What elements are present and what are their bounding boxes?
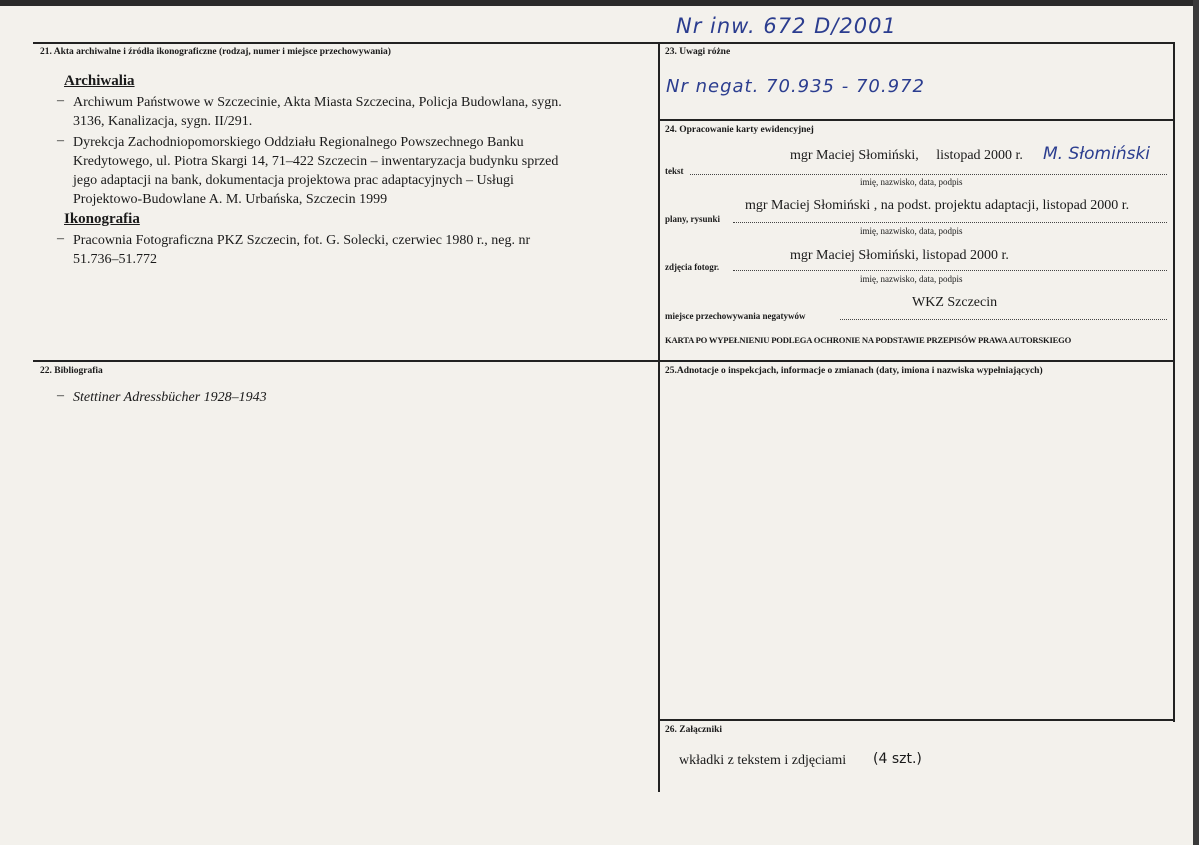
handwritten-inventory-number: Nr inw. 672 D/2001 — [676, 14, 897, 38]
tekst-label: tekst — [665, 166, 684, 176]
tekst-dotted-line — [690, 174, 1167, 175]
zdjecia-caption: imię, nazwisko, data, podpis — [860, 274, 963, 284]
bibliography-item: Stettiner Adressbücher 1928–1943 — [73, 390, 267, 405]
section-21-header: 21. Akta archiwalne i źródła ikonograficzne (rodzaj, numer i miejsce przechowywania) — [40, 47, 391, 57]
top-rule — [33, 42, 1175, 44]
miejsce-dotted-line — [840, 319, 1167, 320]
center-divider — [658, 42, 660, 792]
miejsce-value: WKZ Szczecin — [912, 295, 998, 310]
ikonografia-line: 51.736–51.772 — [73, 252, 157, 267]
section-24-header: 24. Opracowanie karty ewidencyjnej — [665, 125, 814, 135]
rule-middle — [33, 360, 1175, 362]
archiwalia-dash-2: – — [57, 133, 64, 148]
archiwalia-line: jego adaptacji na bank, dokumentacja projektowa prac adaptacyjnych – Usługi — [73, 173, 514, 188]
right-border — [1173, 42, 1175, 722]
archiwalia-line: Projektowo-Budowlane A. M. Urbańska, Szczecin 1999 — [73, 192, 388, 207]
miejsce-label: miejsce przechowywania negatywów — [665, 311, 806, 321]
attachments-value: wkładki z tekstem i zdjęciami — [679, 753, 847, 768]
rule-23-24 — [659, 119, 1175, 121]
archiwalia-line: Kredytowego, ul. Piotra Skargi 14, 71–422 Szczecin – inwentaryzacja budynku sprzed — [73, 154, 559, 169]
plany-label: plany, rysunki — [665, 214, 721, 224]
page-right-edge — [1193, 0, 1199, 845]
archiwalia-dash-1: – — [57, 93, 64, 108]
archiwalia-title: Archiwalia — [64, 73, 135, 89]
plany-caption: imię, nazwisko, data, podpis — [860, 226, 963, 236]
plany-value: mgr Maciej Słomiński , na podst. projektu adaptacji, listopad 2000 r. — [745, 198, 1130, 213]
tekst-caption: imię, nazwisko, data, podpis — [860, 177, 963, 187]
handwritten-negatives: Nr negat. 70.935 - 70.972 — [666, 76, 925, 97]
section-25-header: 25.Adnotacje o inspekcjach, informacje o zmianach (daty, imiona i nazwiska wypełniających) — [665, 366, 1043, 376]
archiwalia-line: Archiwum Państwowe w Szczecinie, Akta Miasta Szczecina, Policja Budowlana, sygn. — [73, 95, 562, 110]
ikonografia-dash: – — [57, 231, 64, 246]
tekst-value: mgr Maciej Słomiński, listopad 2000 r. — [790, 148, 1023, 163]
rule-25-26 — [659, 719, 1175, 721]
archiwalia-line: 3136, Kanalizacja, sygn. II/291. — [73, 114, 253, 129]
plany-dotted-line — [733, 222, 1167, 223]
handwritten-signature: M. Słomiński — [1043, 144, 1151, 164]
bibliography-dash: – — [57, 388, 64, 403]
section-26-header: 26. Załączniki — [665, 725, 723, 735]
copyright-notice: KARTA PO WYPEŁNIENIU PODLEGA OCHRONIE NA PODSTAWIE PRZEPISÓW PRAWA AUTORSKIEGO — [665, 335, 1072, 345]
ikonografia-title: Ikonografia — [64, 211, 140, 227]
ikonografia-line: Pracownia Fotograficzna PKZ Szczecin, fot. G. Solecki, czerwiec 1980 r., neg. nr — [73, 233, 531, 248]
section-23-header: 23. Uwagi różne — [665, 47, 731, 57]
handwritten-attachment-count: (4 szt.) — [873, 751, 922, 767]
section-22-header: 22. Bibliografia — [40, 366, 103, 376]
archiwalia-line: Dyrekcja Zachodniopomorskiego Oddziału Regionalnego Powszechnego Banku — [73, 135, 524, 150]
zdjecia-dotted-line — [733, 270, 1167, 271]
zdjecia-value: mgr Maciej Słomiński, listopad 2000 r. — [790, 248, 1009, 263]
page-top-edge — [0, 0, 1199, 6]
zdjecia-label: zdjęcia fotogr. — [665, 262, 720, 272]
